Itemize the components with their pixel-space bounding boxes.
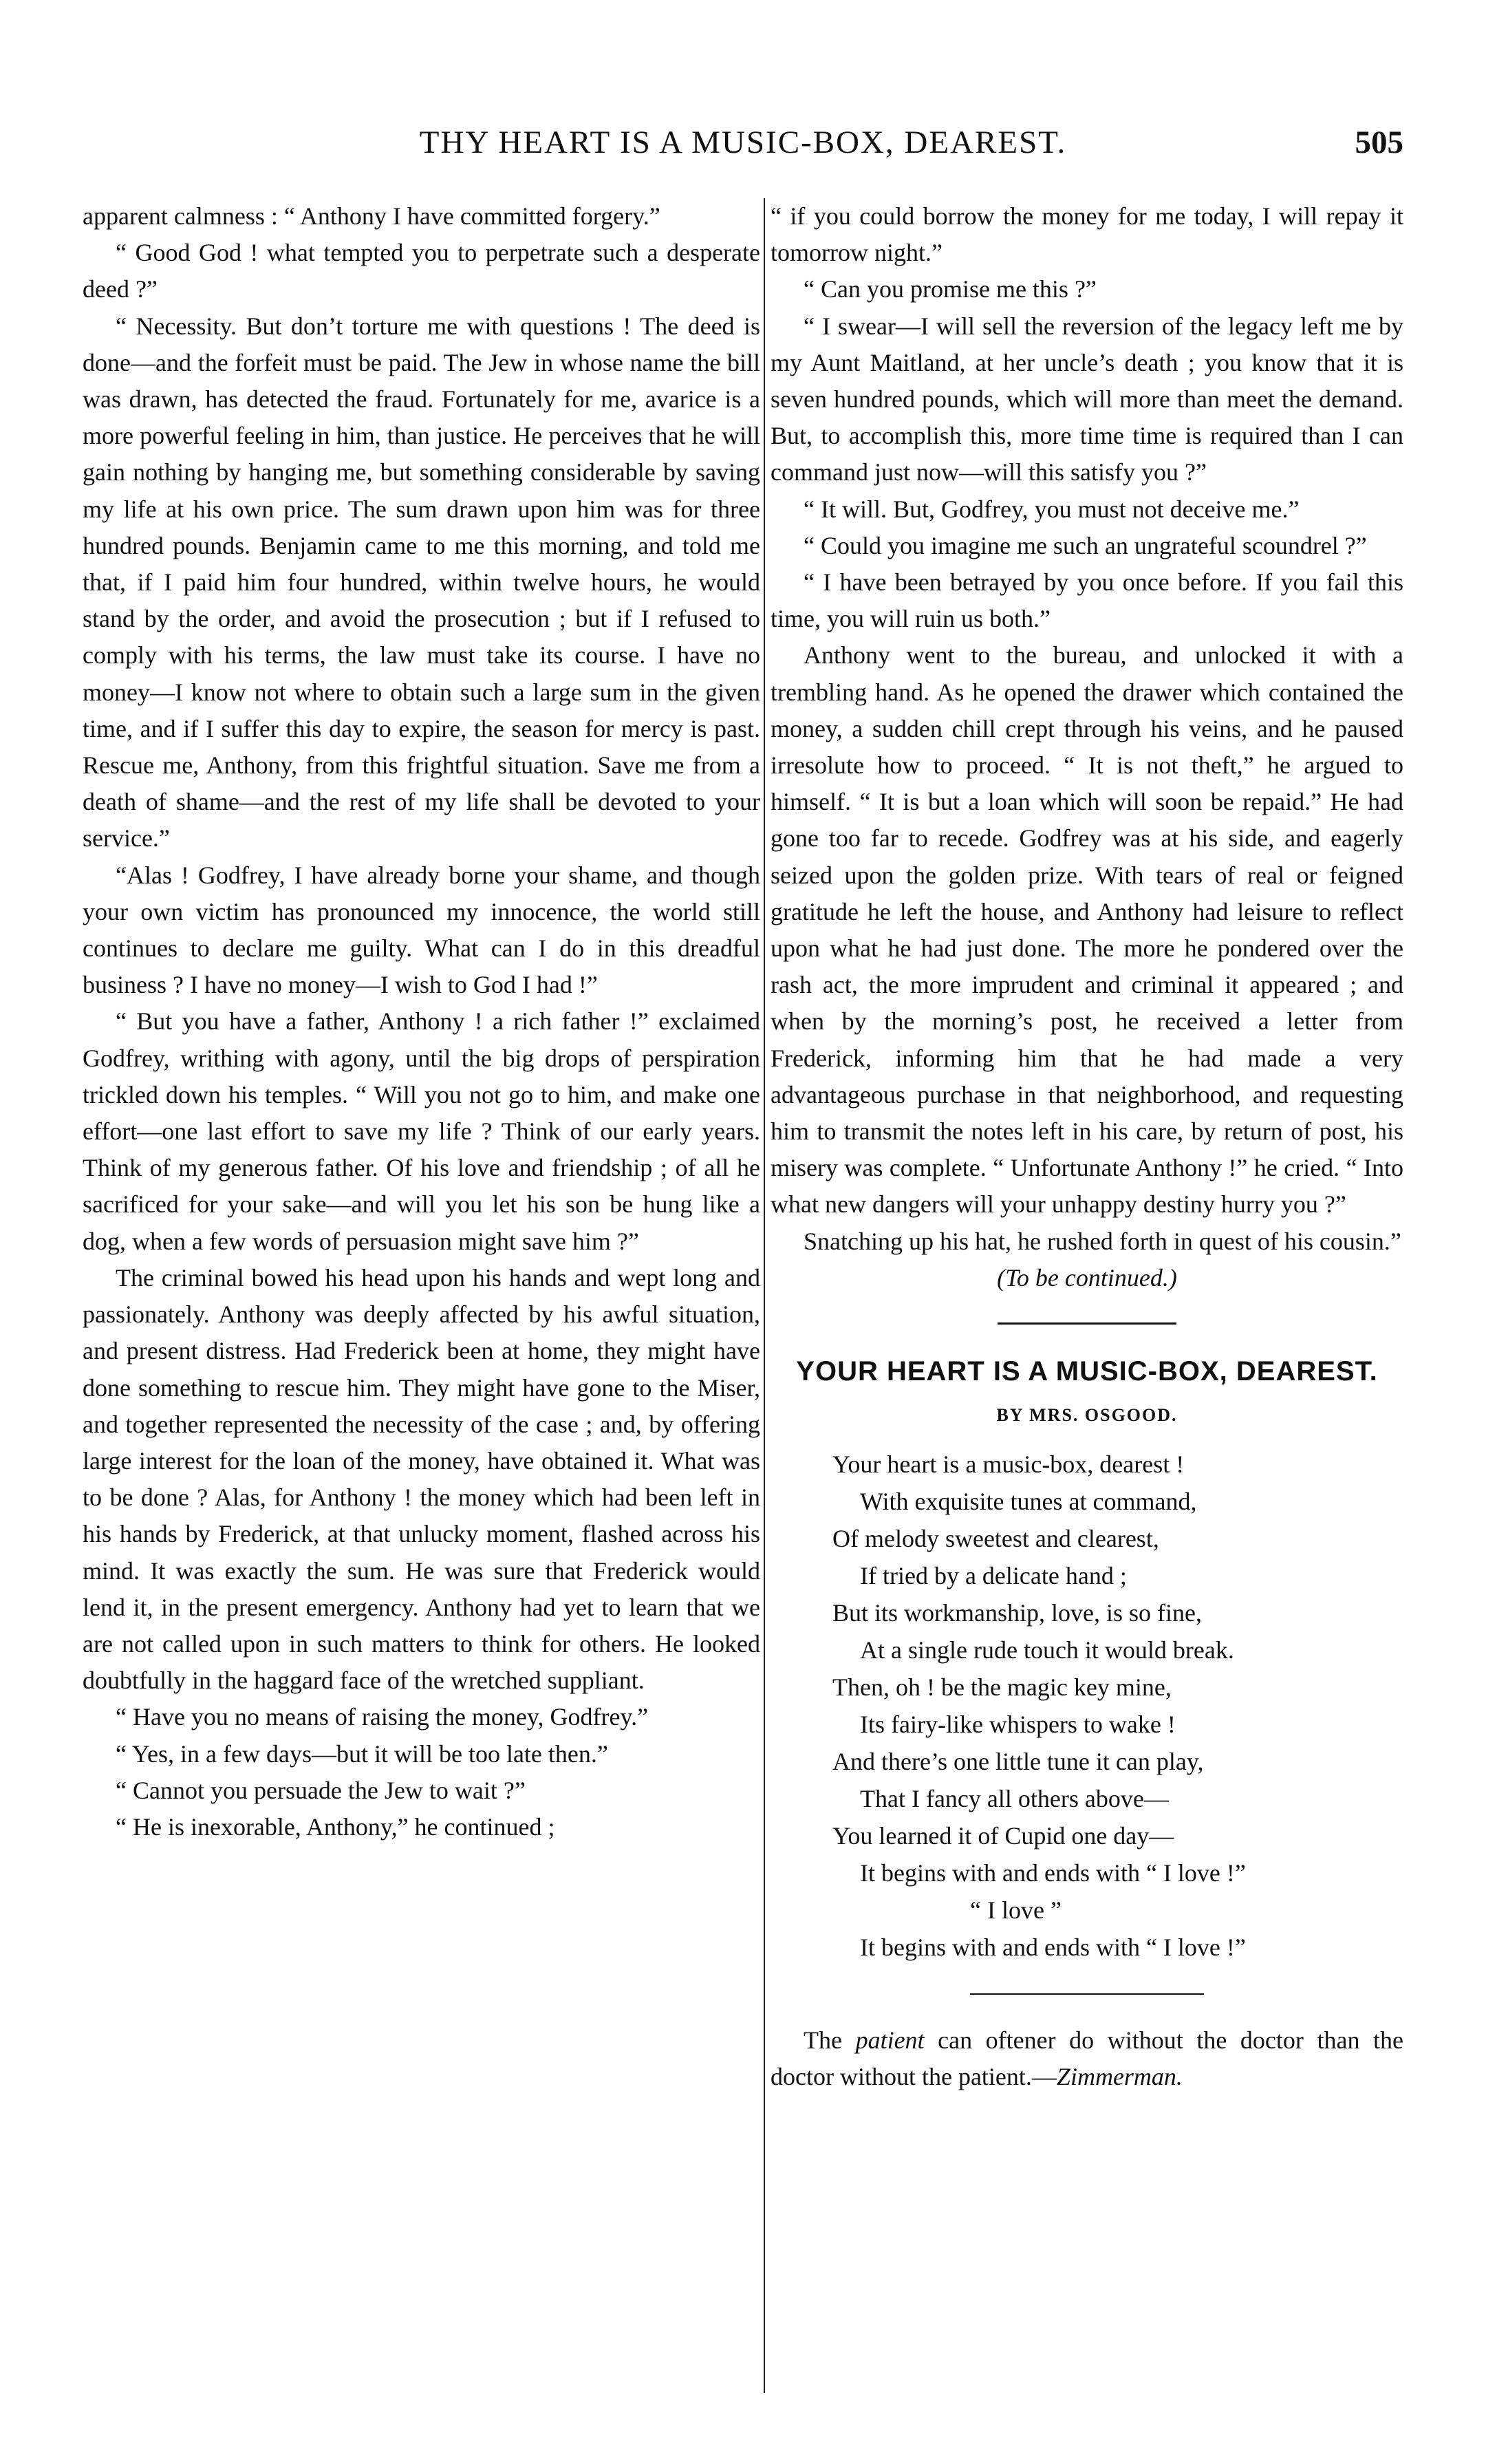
- paragraph: “ Can you promise me this ?”: [804, 275, 1097, 303]
- poem-line: It begins with and ends with “ I love !”: [860, 1859, 1246, 1887]
- poem-line: But its workmanship, love, is so fine,: [832, 1599, 1202, 1627]
- quote-italic: patient: [855, 2026, 925, 2055]
- paragraph: “ Good God ! what tempted you to perpetrate such a desperate deed ?”: [83, 239, 760, 303]
- paragraph: “ if you could borrow the money for me today, I will repay it tomorrow night.”: [771, 202, 1403, 267]
- paragraph: “ I swear—I will sell the reversion of the legacy left me by my Aunt Maitland, at her uncle’s death ; you know that it is seven hundred pounds, which will more than meet the demand. But, to accomplish this, more time time is required than I can command just now—will this satisfy you ?”: [771, 312, 1403, 486]
- paragraph: Snatching up his hat, he rushed forth in quest of his cousin.”: [804, 1227, 1401, 1255]
- poem-line: “ I love ”: [970, 1896, 1062, 1925]
- paragraph: “ Have you no means of raising the money, Godfrey.”: [116, 1703, 649, 1731]
- poem-line: Then, oh ! be the magic key mine,: [832, 1673, 1172, 1702]
- paragraph: “ He is inexorable, Anthony,” he continued ;: [116, 1812, 555, 1841]
- quote-prefix: The: [804, 2026, 856, 2055]
- paragraph: The criminal bowed his head upon his hands and wept long and passionately. Anthony was deeply affected by his awful situation, and present distress. Had Frederick been at home, they might have done something to rescue him. They might have gone to the Miser, and together represented the necessity of the case ; and, by offering large interest for the loan of the money, have obtained it. What was to be done ? Alas, for Anthony ! the money which had been left in his hands by Frederick, at that unlucky moment, flashed across his mind. It was exactly the sum. He was sure that Frederick would lend it, in the present emergency. Anthony had yet to learn that we are not called upon in such matters to think for others. He looked doubtfully in the haggard face of the wretched suppliant.: [83, 1263, 760, 1695]
- poem-body: [771, 1446, 1403, 1966]
- poem-line: Its fairy-like whispers to wake !: [860, 1711, 1176, 1739]
- poem-line: With exquisite tunes at command,: [860, 1488, 1197, 1516]
- to-be-continued: (To be continued.): [997, 1263, 1177, 1292]
- paragraph: apparent calmness : “ Anthony I have committed forgery.”: [83, 202, 660, 230]
- poem-line: At a single rude touch it would break.: [860, 1636, 1234, 1664]
- paragraph: “ It will. But, Godfrey, you must not deceive me.”: [804, 495, 1300, 523]
- paragraph: “Alas ! Godfrey, I have already borne your shame, and though your own victim has pronounced my innocence, the world still continues to declare me guilty. What can I do in this dreadful business ? I have no money—I wish to God I had !”: [83, 861, 760, 999]
- poem-line: Of melody sweetest and clearest,: [832, 1525, 1159, 1553]
- paragraph: “ Could you imagine me such an ungrateful scoundrel ?”: [804, 531, 1367, 559]
- poem-line: Your heart is a music-box, dearest !: [832, 1450, 1185, 1479]
- quote-middle: can oftener do without the doctor than the doctor without the patient.—: [771, 2026, 1403, 2091]
- paragraph: “ But you have a father, Anthony ! a rich father !” exclaimed Godfrey, writhing with agony, until the big drops of perspiration trickled down his temples. “ Will you not go to him, and make one effort—one last effort to save my life ? Think of our early years. Think of my generous father. Of his love and friendship ; of all he sacrificed for your sake—and will you let his son be hung like a dog, when a few words of persuasion might save him ?”: [83, 1007, 760, 1255]
- poem-byline: BY MRS. OSGOOD.: [996, 1405, 1178, 1426]
- page-number: 505: [1355, 125, 1403, 160]
- paragraph: “ I have been betrayed by you once before. If you fail this time, you will ruin us both.”: [771, 568, 1403, 633]
- quote-author: Zimmerman.: [1056, 2063, 1183, 2091]
- paragraph: “ Necessity. But don’t torture me with questions ! The deed is done—and the forfeit must be paid. The Jew in whose name the bill was drawn, has detected the fraud. Fortunately for me, avarice is a more powerful feeling in him, than justice. He perceives that he will gain nothing by hanging me, but something considerable by saving my life at his own price. The sum drawn upon him was for three hundred pounds. Benjamin came to me this morning, and told me that, if I paid him four hundred, within twelve hours, he would stand by the order, and avoid the prosecution ; but if I refused to comply with his terms, the law must take its course. I have no money—I know not where to obtain such a large sum in the given time, and if I suffer this day to expire, the season for mercy is past. Rescue me, Anthony, from this frightful situation. Save me from a death of shame—and the rest of my life shall be devoted to your service.”: [83, 312, 760, 853]
- section-divider: [998, 1322, 1176, 1325]
- paragraph: Anthony went to the bureau, and unlocked it with a trembling hand. As he opened the drawer which contained the money, a sudden chill crept through his veins, and he paused irresolute how to proceed. “ It is not theft,” he argued to himself. “ It is but a loan which will soon be repaid.” He had gone too far to recede. Godfrey was at his side, and eagerly seized upon the golden prize. With tears of real or feigned gratitude he left the house, and Anthony had leisure to reflect upon what he had just done. The more he pondered over the rash act, the more imprudent and criminal it appeared ; and when by the morning’s post, he received a letter from Frederick, informing him that he had made a very advantageous purchase in that neighborhood, and requesting him to transmit the notes left in his care, by return of post, his misery was complete. “ Unfortunate Anthony !” he cried. “ Into what new dangers will your unhappy destiny hurry you ?”: [771, 641, 1403, 1219]
- section-divider: [970, 1993, 1204, 1995]
- right-column: [771, 198, 1403, 2407]
- poem-line: That I fancy all others above—: [860, 1785, 1169, 1813]
- paragraph: “ Yes, in a few days—but it will be too late then.”: [116, 1739, 608, 1768]
- closing-quote: [771, 2022, 1403, 2095]
- running-title: THY HEART IS A MUSIC-BOX, DEAREST.: [419, 125, 1067, 160]
- poem-line: You learned it of Cupid one day—: [832, 1822, 1174, 1850]
- poem-line: If tried by a delicate hand ;: [860, 1562, 1127, 1590]
- column-divider: [764, 198, 765, 2393]
- paragraph: “ Cannot you persuade the Jew to wait ?”: [116, 1776, 526, 1804]
- poem-line: And there’s one little tune it can play,: [832, 1748, 1204, 1776]
- page-header: [83, 124, 1403, 186]
- left-column: [83, 198, 760, 2407]
- poem-line: It begins with and ends with “ I love !”: [860, 1933, 1246, 1962]
- poem-title: YOUR HEART IS A MUSIC-BOX, DEAREST.: [796, 1356, 1378, 1387]
